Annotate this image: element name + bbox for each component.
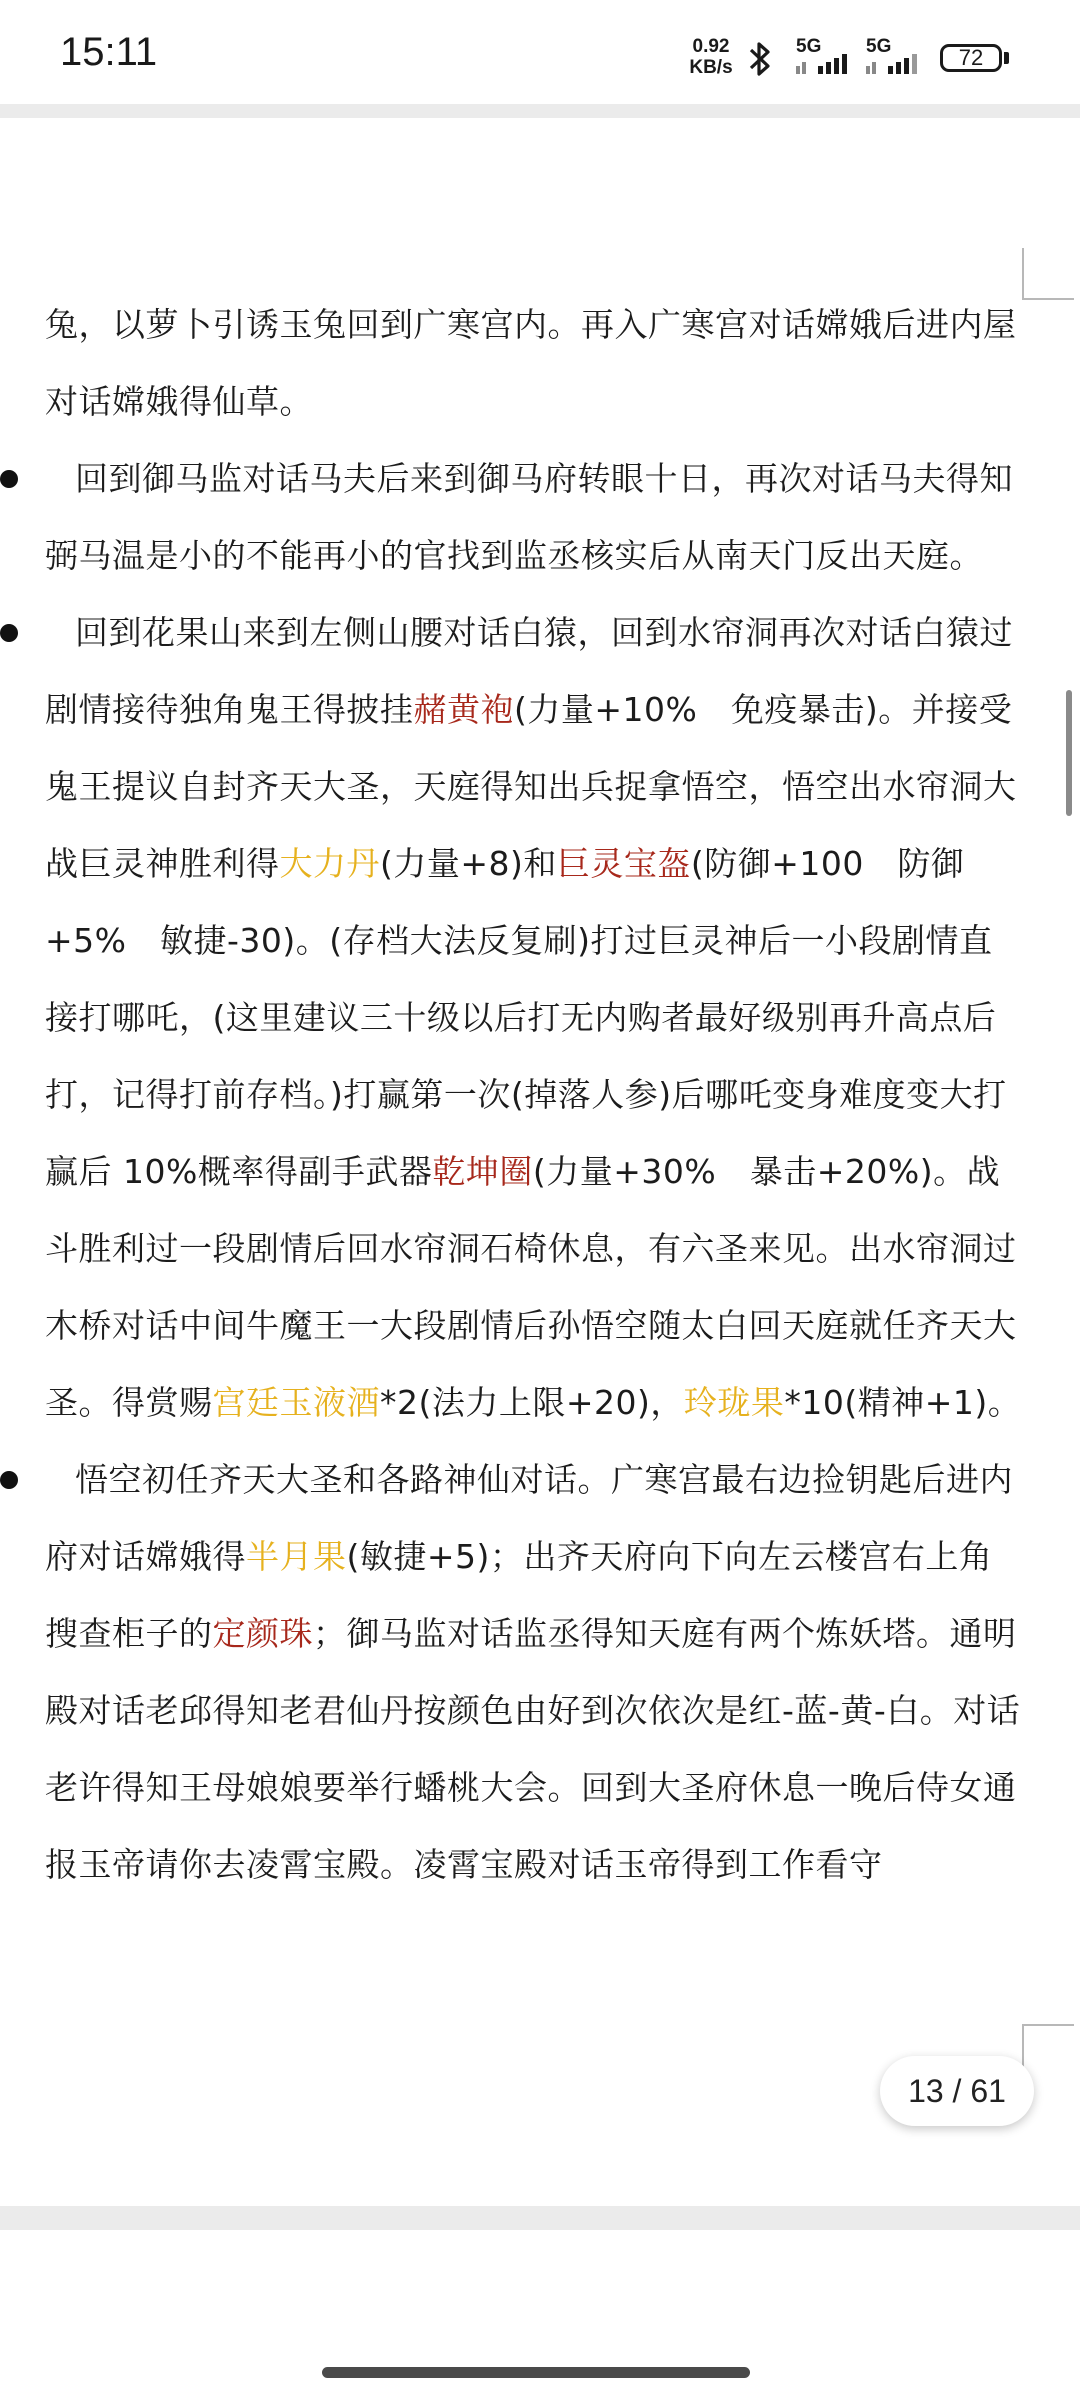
network-speed xyxy=(683,36,739,78)
item-highlight: 巨灵宝盔 xyxy=(556,844,691,883)
home-indicator[interactable] xyxy=(322,2367,750,2378)
page-indicator[interactable]: 13 / 61 xyxy=(880,2056,1034,2126)
scrollbar-thumb[interactable] xyxy=(1066,690,1072,816)
bullet-icon xyxy=(0,470,18,488)
network-speed-value: 0.92 xyxy=(692,36,730,57)
battery-tip xyxy=(1004,52,1009,64)
signal-2-icon xyxy=(866,52,928,74)
paragraph-3: 回到花果山来到左侧山腰对话白猿，回到水帘洞再次对话白猿过剧情接待独角鬼王得披挂赭黄袍(力量+10% 免疫暴击)。并接受鬼王提议自封齐天大圣，天庭得知出兵捉拿悟空，悟空出水帘洞大战巨灵神胜利得大力丹(力量+8)和巨灵宝盔(防御+100 防御+5% 敏捷-30)。(存档大法反复刷)打过巨灵神后一小段剧情直接打哪吒，(这里建议三十级以后打无内购者最好级别再升高点后打，记得打前存档。)打赢第一次(掉落人参)后哪吒变身难度变大打赢后 10%概率得副手武器乾坤圈(力量+30% 暴击+20%)。战斗胜利过一段剧情后回水帘洞石椅休息，有六圣来见。出水帘洞过木桥对话中间牛魔王一大段剧情后孙悟空随太白回天庭就任齐天大圣。得赏赐宫廷玉液酒*2(法力上限+20)，玲珑果*10(精神+1)。 xyxy=(45,594,1025,1441)
network-speed-unit: KB/s xyxy=(689,57,733,78)
paragraph-4: 悟空初任齐天大圣和各路神仙对话。广寒宫最右边捡钥匙后进内府对话嫦娥得半月果(敏捷+5)；出齐天府向下向左云楼宫右上角搜查柜子的定颜珠；御马监对话监丞得知天庭有两个炼妖塔。通明殿对话老邱得知老君仙丹按颜色由好到次依次是红-蓝-黄-白。对话老许得知王母娘娘要举行蟠桃大会。回到大圣府休息一晚后侍女通报玉帝请你去凌霄宝殿。凌霄宝殿对话玉帝得到工作看守 xyxy=(45,1441,1025,1903)
bluetooth-icon xyxy=(746,40,774,78)
document-text xyxy=(45,286,1025,1903)
battery-icon xyxy=(940,44,1002,72)
battery-level: 72 xyxy=(958,45,984,70)
item-highlight: 定颜珠 xyxy=(212,1614,313,1653)
status-bar xyxy=(0,0,1080,104)
bullet-icon xyxy=(0,1471,18,1489)
page-corner-mark-bottom xyxy=(1022,2024,1074,2076)
item-highlight: 宫廷玉液酒 xyxy=(212,1383,380,1422)
item-highlight: 玲珑果 xyxy=(683,1383,785,1422)
status-time: 15:11 xyxy=(60,30,158,74)
page-corner-mark-top xyxy=(1022,248,1074,300)
item-highlight: 乾坤圈 xyxy=(432,1152,533,1191)
signal-1-icon xyxy=(796,52,858,74)
item-highlight: 大力丹 xyxy=(279,844,380,883)
item-highlight: 赭黄袍 xyxy=(413,690,514,729)
signal-2-label: 5G xyxy=(866,36,892,57)
paragraph-1: 兔，以萝卜引诱玉兔回到广寒宫内。再入广寒宫对话嫦娥后进内屋对话嫦娥得仙草。 xyxy=(45,305,1017,421)
document-page[interactable] xyxy=(0,118,1080,2206)
bullet-icon xyxy=(0,624,18,642)
paragraph-2: 回到御马监对话马夫后来到御马府转眼十日，再次对话马夫得知弼马温是小的不能再小的官找到监丞核实后从南天门反出天庭。 xyxy=(45,440,1025,594)
signal-1-label: 5G xyxy=(796,36,822,57)
item-highlight: 半月果 xyxy=(246,1537,347,1576)
